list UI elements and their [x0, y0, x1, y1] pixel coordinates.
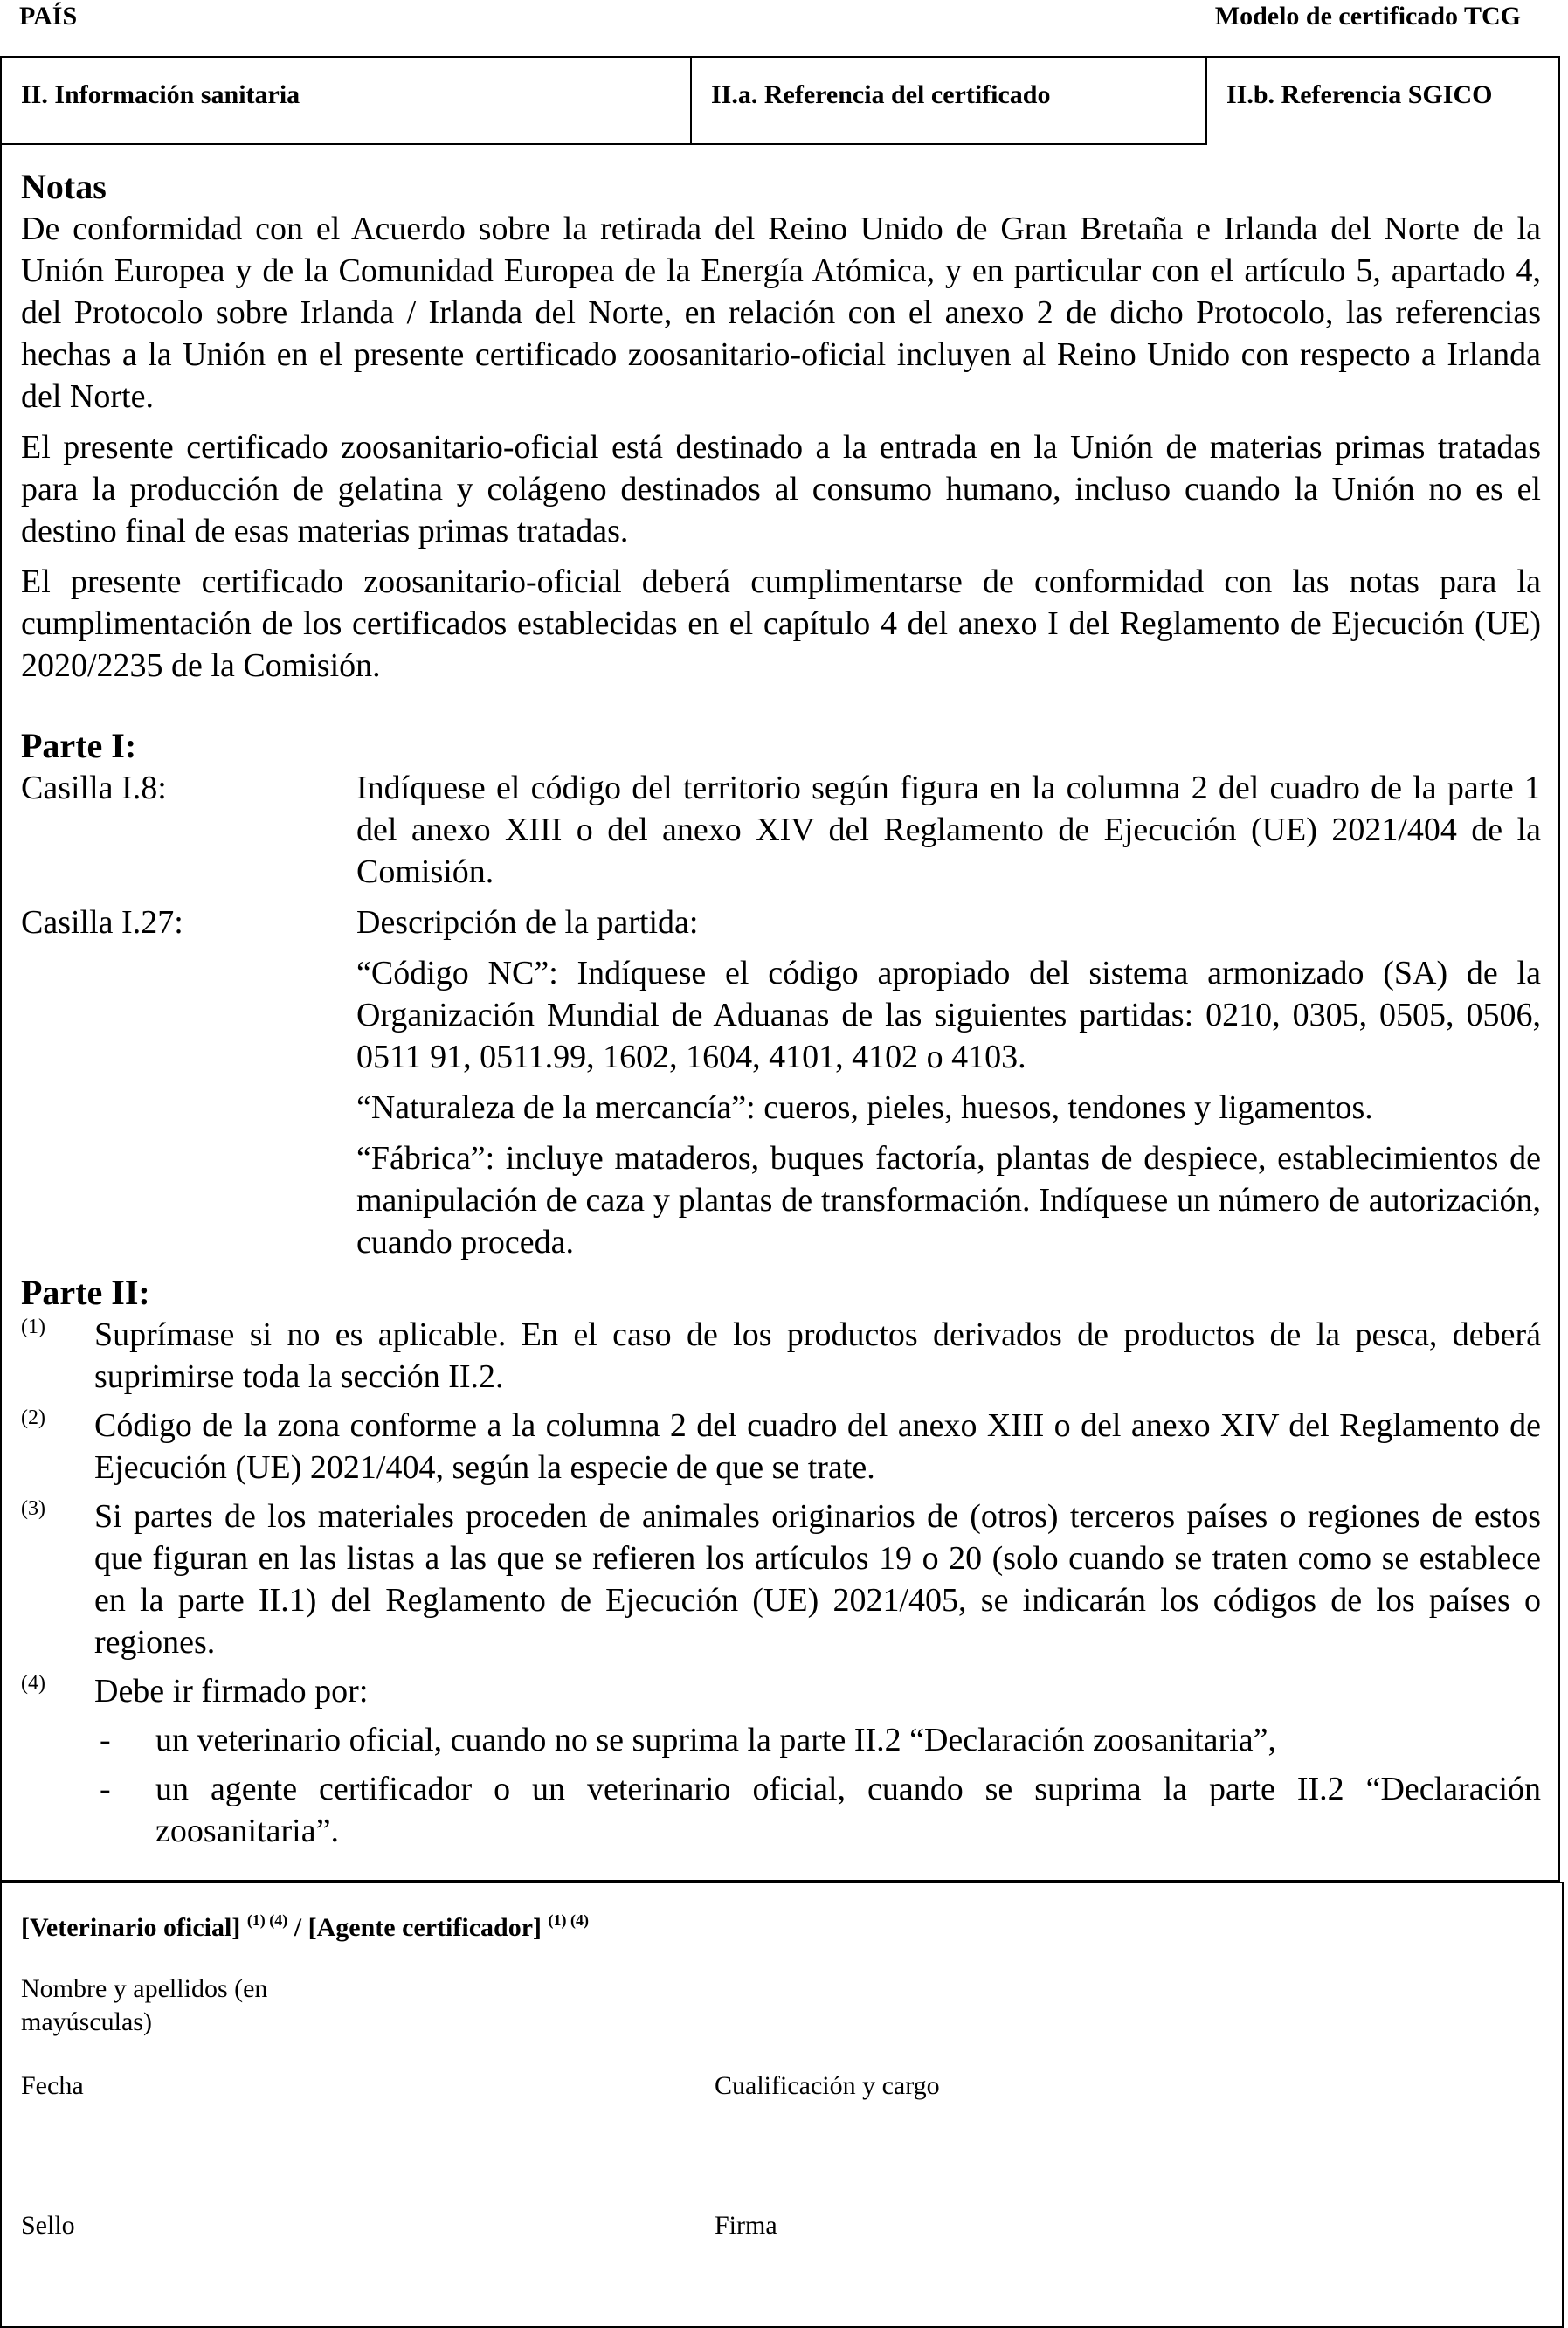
certifying-agent-refs: (1) (4): [548, 1911, 589, 1929]
notes-body: [21, 166, 1541, 1859]
box8-label: Casilla I.8:: [21, 770, 167, 806]
footnote-text: Suprímase si no es aplicable. En el caso de los productos derivados de productos de la pesca, deberá suprimirse toda la sección II.2.: [94, 1316, 1541, 1395]
qualification-label: Cualificación y cargo: [715, 2071, 940, 2100]
footnote-text: Debe ir firmado por:: [94, 1673, 369, 1710]
box27-sub-item: “Naturaleza de la mercancía”: cueros, pieles, huesos, tendones y ligamentos.: [356, 1089, 1373, 1126]
box27-sub-item: “Código NC”: Indíquese el código apropiado del sistema armonizado (SA) de la Organización Mundial de Aduanas de las siguientes partidas: 0210, 0305, 0505, 0506, 0511 91, 0511.99, 1602, 1604, 4101, 4102 o 4103.: [356, 955, 1541, 1075]
box27-sub-item: “Fábrica”: incluye mataderos, buques factoría, plantas de despiece, establecimientos de manipulación de caza y plantas de transformación. Indíquese un número de autorización, cuando proceda.: [356, 1140, 1541, 1261]
sgico-reference-header: II.b. Referencia SGICO: [1226, 80, 1493, 109]
dash-mark: -: [100, 1722, 111, 1758]
dash-text: un veterinario oficial, cuando no se suprima la parte II.2 “Declaración zoosanitaria”,: [155, 1722, 1276, 1758]
footnote: [21, 1314, 1541, 1398]
certificate-model-label: Modelo de certificado TCG: [1214, 2, 1521, 31]
signature-label: Firma: [715, 2211, 777, 2240]
certificate-reference-header: II.a. Referencia del certificado: [692, 58, 1207, 145]
dash-item: [94, 1719, 1541, 1761]
seal-label: Sello: [21, 2211, 75, 2240]
name-label: Nombre y apellidos (en mayúsculas): [21, 1974, 268, 2036]
certifying-agent-label: [Agente certificador]: [307, 1913, 542, 1942]
signatory-separator: /: [294, 1913, 302, 1942]
part1-title: Parte I:: [21, 726, 137, 765]
country-label: PAÍS: [19, 2, 78, 31]
box8-text: Indíquese el código del territorio según figura en la columna 2 del cuadro de la parte 1 del anexo XIII o del anexo XIV del Reglamento de Ejecución (UE) 2021/404 de la Comisión.: [356, 770, 1541, 890]
notes-paragraph: El presente certificado zoosanitario-oficial está destinado a la entrada en la Unión de materias primas tratadas para la producción de gelatina y colágeno destinados al consumo humano, incluso cuando la Unión no es el destino final de esas materias primas tratadas.: [21, 429, 1541, 549]
certificate-frame: [0, 56, 1560, 1882]
signature-block: [0, 1882, 1564, 2328]
signatory-title: [21, 1911, 589, 1943]
box27-text: Descripción de la partida:: [356, 904, 699, 941]
official-vet-refs: (1) (4): [246, 1911, 288, 1929]
box8-row: [21, 767, 1541, 893]
page-header: [0, 0, 1568, 56]
footnote-text: Si partes de los materiales proceden de animales originarios de (otros) terceros países o regiones de estos que figuran en las listas a las que se refieren los artículos 19 o 20 (solo cuando se traten como se establece en la parte II.1) del Reglamento de Ejecución (UE) 2021/405, se indicarán los códigos de los países o regiones.: [94, 1498, 1541, 1661]
notes-title: Notas: [21, 167, 107, 206]
notes-paragraph: De conformidad con el Acuerdo sobre la retirada del Reino Unido de Gran Bretaña e Irlanda del Norte de la Unión Europea y de la Comunidad Europea de la Energía Atómica, y en particular con el artículo 5, apartado 4, del Protocolo sobre Irlanda / Irlanda del Norte, en relación con el anexo 2 de dicho Protocolo, las referencias hechas a la Unión en el presente certificado zoosanitario-oficial incluyen al Reino Unido con respecto a Irlanda del Norte.: [21, 211, 1541, 415]
footnote-mark: (3): [21, 1497, 45, 1520]
footnote: [21, 1405, 1541, 1489]
official-vet-label: [Veterinario oficial]: [21, 1913, 241, 1942]
dash-item: [94, 1768, 1541, 1852]
footnote: [21, 1496, 1541, 1663]
notes-paragraph: El presente certificado zoosanitario-oficial deberá cumplimentarse de conformidad con las notas para la cumplimentación de los certificados establecidas en el capítulo 4 del anexo I del Reglamento de Ejecución (UE) 2020/2235 de la Comisión.: [21, 563, 1541, 684]
footnote-mark: (1): [21, 1316, 45, 1338]
health-information-header: II. Información sanitaria: [2, 58, 692, 145]
part2-title: Parte II:: [21, 1273, 150, 1312]
box27-label: Casilla I.27:: [21, 904, 183, 941]
dash-mark: -: [100, 1771, 111, 1807]
date-label: Fecha: [21, 2071, 84, 2100]
footnote-mark: (4): [21, 1672, 45, 1695]
footnote-mark: (2): [21, 1406, 45, 1429]
box27-row: [21, 901, 1541, 943]
footnote-text: Código de la zona conforme a la columna 2 del cuadro del anexo XIII o del anexo XIV del Reglamento de Ejecución (UE) 2021/404, según la especie de que se trate.: [94, 1407, 1541, 1486]
dash-text: un agente certificador o un veterinario oficial, cuando se suprima la parte II.2 “Declaración zoosanitaria”.: [155, 1771, 1541, 1849]
footnote: [21, 1670, 1541, 1712]
